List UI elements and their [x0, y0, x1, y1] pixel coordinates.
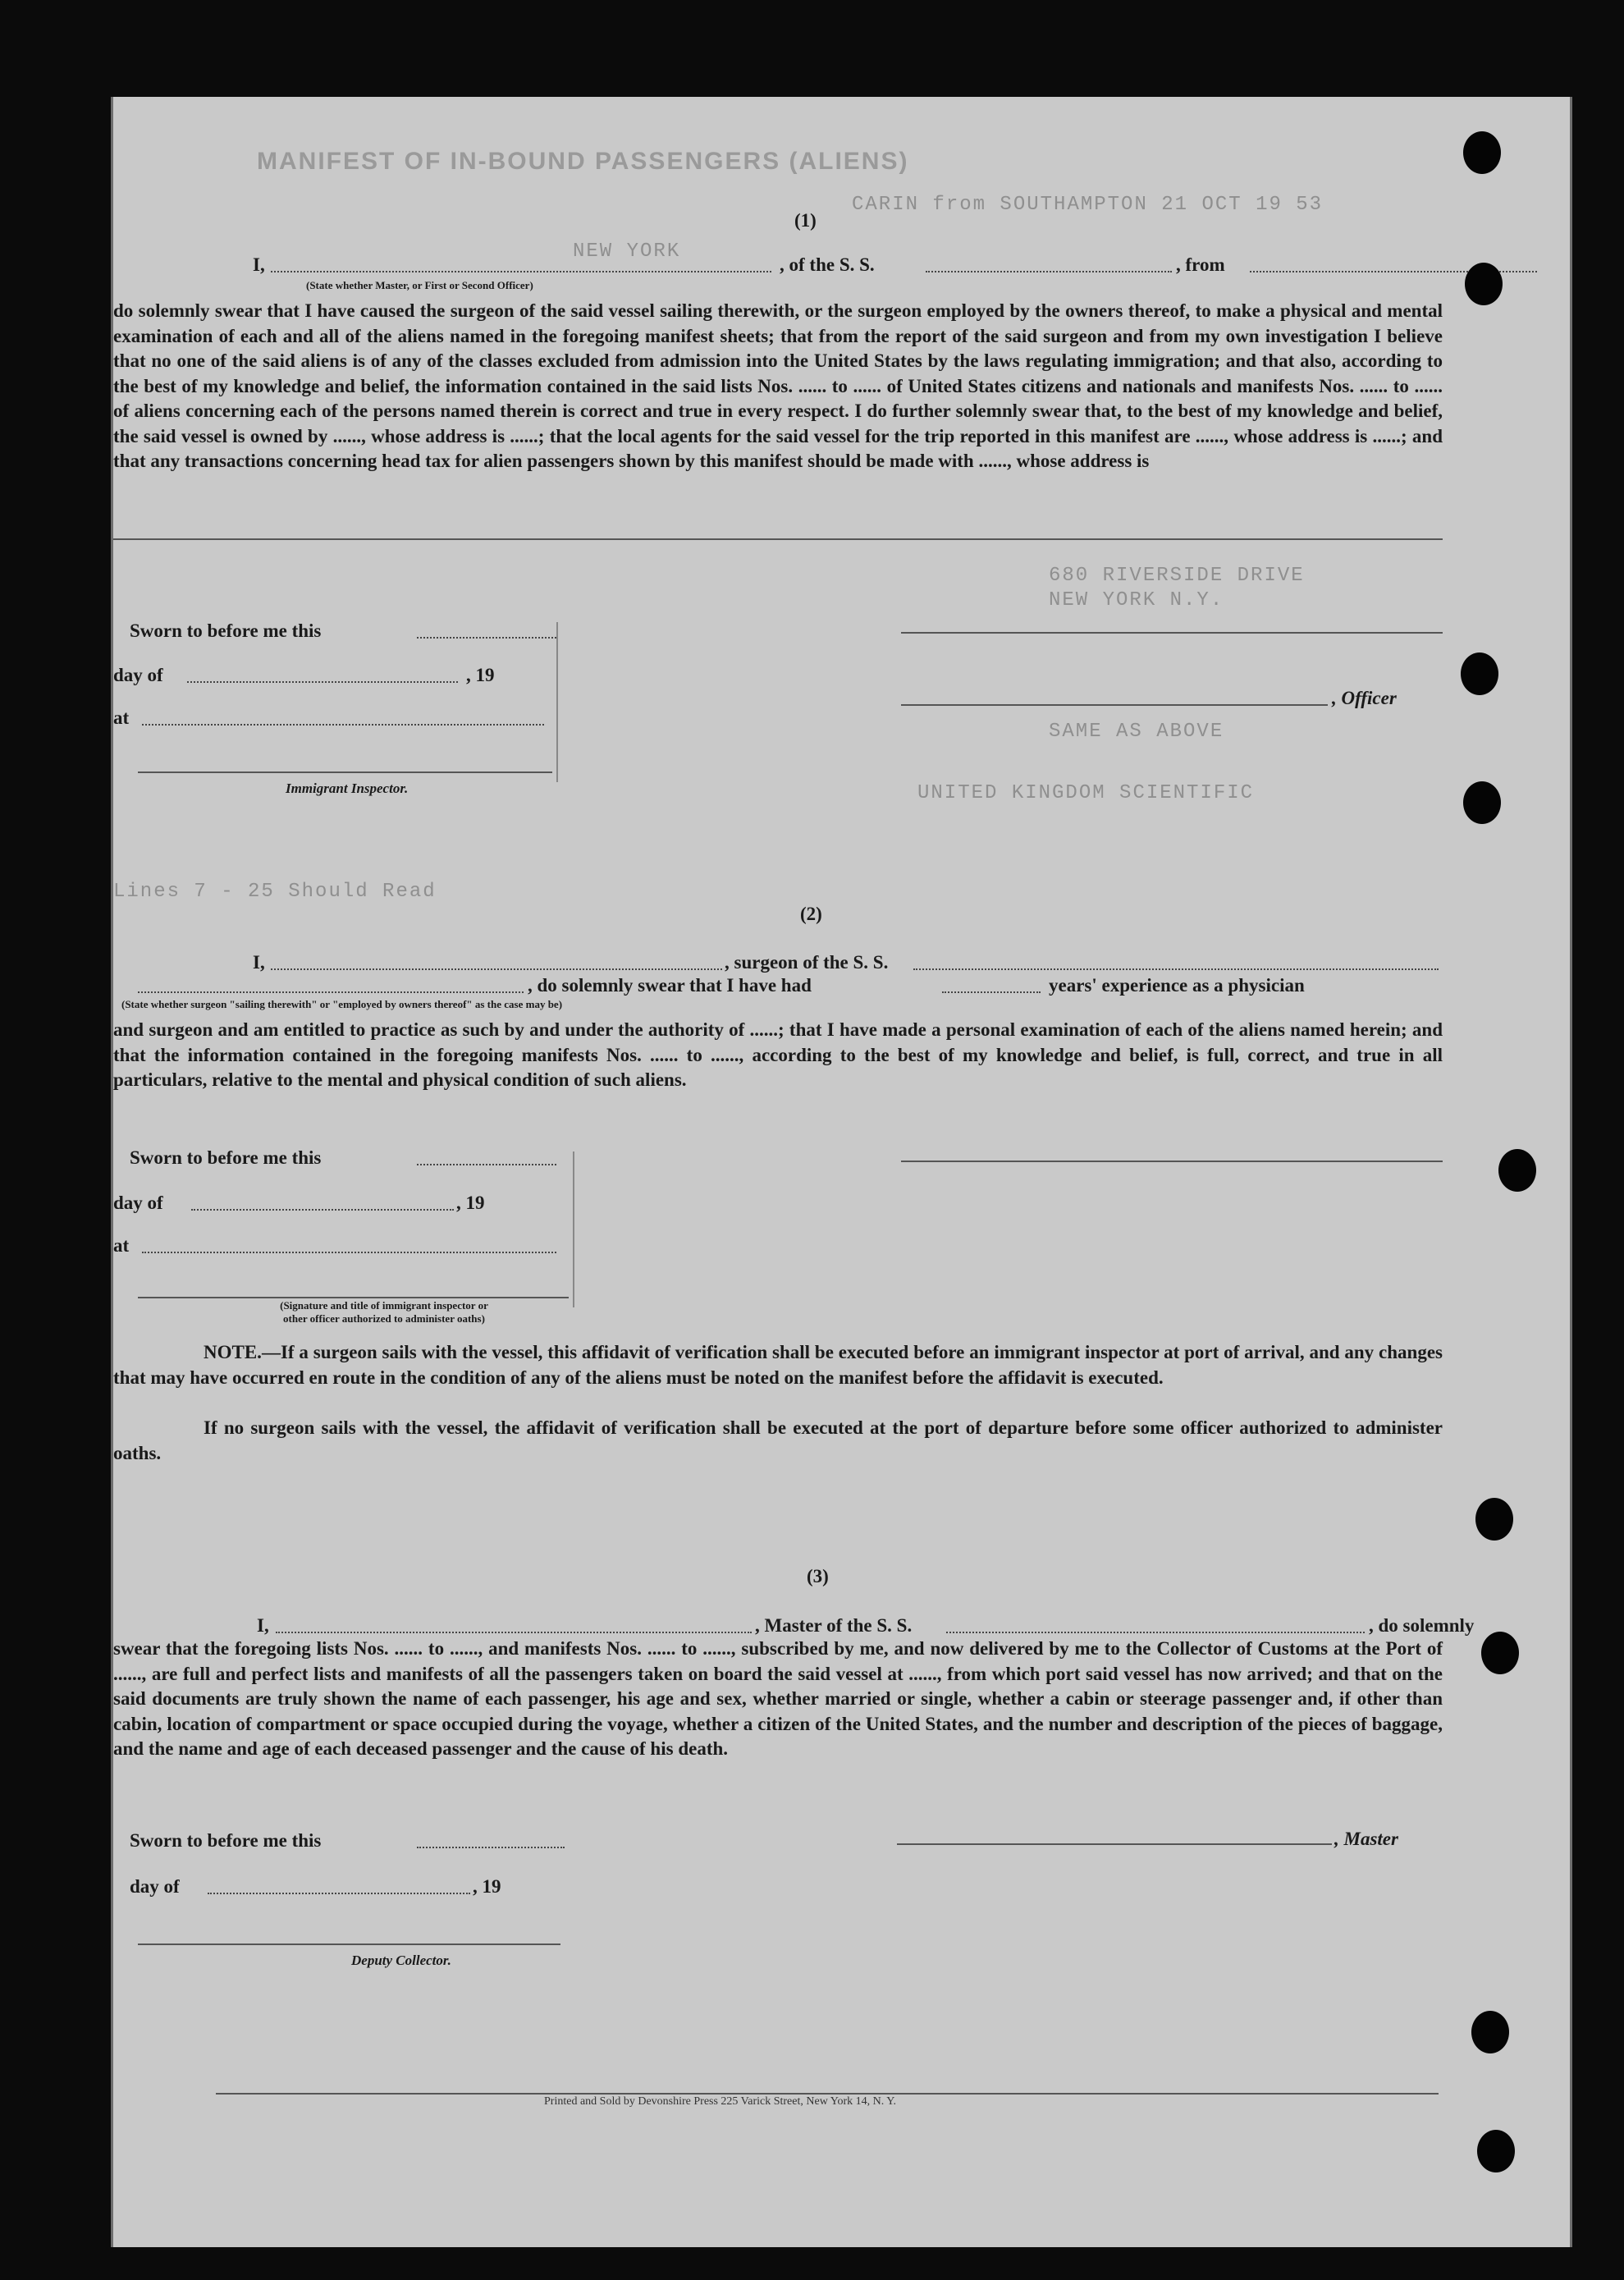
s2-sig-rule: [573, 1151, 574, 1307]
s2-at-blank: [142, 1252, 556, 1253]
s1-year: , 19: [466, 665, 495, 685]
s1-oath-text: do solemnly swear that I have caused the surgeon of the said vessel sailing therewith, or the surgeon employed by the owners thereof, to make a physical and mental examination of each and all of the aliens named in the foregoing manifest sheets; that from the report of the said surgeon and from my own investigation I believe that no one of the said aliens is of any of the classes excluded from admission into the United States by the laws regulating immigration; and that also, according to the best of my knowledge and belief, the information contained in the said lists Nos. ...... to ...... of United States citizens and nationals and manifests Nos. ...... to ...... of aliens concerning each of the persons named therein is correct and true in every respect. I do further solemnly swear that, to the best of my knowledge and belief, the said vessel is owned by ......, whose address is ......; that the local agents for the said vessel for the trip reported in this manifest are ......, whose address is ......; and that any transactions concerning head tax for alien passengers shown by this manifest should be made with ......, whose address is: [113, 300, 1443, 471]
binding-hole: [1463, 131, 1501, 174]
printer-line: Printed and Sold by Devonshire Press 225 Varick Street, New York 14, N. Y.: [544, 2095, 897, 2108]
s3-ship-blank: [946, 1632, 1365, 1633]
s1-address-line: [113, 538, 1443, 540]
s1-sworn: Sworn to before me this: [130, 620, 322, 641]
s1-sig-rule: [556, 622, 558, 782]
s2-right-line: [901, 1161, 1443, 1162]
s2-day-of: day of: [113, 1193, 163, 1213]
bleed-addr2: NEW YORK N.Y.: [1049, 589, 1224, 611]
s3-day-blank: [208, 1893, 470, 1894]
binding-hole: [1465, 263, 1503, 305]
s2-at: at: [113, 1235, 130, 1256]
s2-sworn-blank: [417, 1164, 556, 1165]
s1-ship-blank: [926, 271, 1172, 272]
s3-master-of: , Master of the S. S.: [755, 1615, 913, 1636]
s1-name-blank: [271, 271, 771, 272]
s1-role-note: (State whether Master, or First or Second Officer): [306, 279, 533, 291]
s3-sworn-blank: [417, 1847, 565, 1848]
manifest-back-sheet: [111, 97, 1572, 2247]
s3-collector-line: [138, 1943, 560, 1945]
bleed-line2: CARIN from SOUTHAMPTON 21 OCT 19 53: [852, 194, 1324, 216]
s2-note-1: [113, 1340, 1443, 1390]
s2-ship-blank: [913, 968, 1439, 970]
section2-heading: (2): [800, 904, 822, 924]
s1-at: at: [113, 707, 130, 728]
s3-year: , 19: [473, 1876, 501, 1897]
s1-sworn-blank: [417, 637, 556, 639]
s1-officer-line: [901, 704, 1328, 706]
binding-hole: [1481, 1632, 1519, 1674]
s2-i: I,: [253, 952, 265, 973]
s3-i: I,: [257, 1615, 269, 1636]
bleed-lines: Lines 7 - 25 Should Read: [113, 881, 437, 903]
s1-officer: , Officer: [1332, 688, 1397, 708]
s2-note-2: If no surgeon sails with the vessel, the affidavit of verification shall be executed at the port of departure before some officer authorized to administer oaths.: [113, 1417, 1443, 1463]
binding-hole: [1477, 2130, 1515, 2172]
s2-inspector-line: [138, 1297, 569, 1298]
bleed-line3: NEW YORK: [573, 240, 681, 263]
binding-hole: [1471, 2011, 1509, 2053]
s2-year: , 19: [456, 1193, 485, 1213]
s1-of-ss: , of the S. S.: [780, 254, 875, 275]
s1-day-of: day of: [113, 665, 163, 685]
bleed-title: MANIFEST OF IN-BOUND PASSENGERS (ALIENS): [257, 148, 909, 175]
bleed-addr1: 680 RIVERSIDE DRIVE: [1049, 565, 1305, 587]
s2-day-blank: [191, 1209, 454, 1211]
s3-do-solemnly: , do solemnly: [1369, 1615, 1475, 1636]
s1-inspector: Immigrant Inspector.: [286, 781, 409, 796]
s2-surgeon-of: , surgeon of the S. S.: [725, 952, 889, 973]
s2-oath-text: and surgeon and am entitled to practice as such by and under the authority of ......; that I have made a personal examination of each of the aliens named herein; and that the information contained in the foregoing manifests Nos. ...... to ......, according to the best of my knowledge and belief, is full, correct, and true in all particulars, relative to the mental and physical condition of such aliens.: [113, 1019, 1443, 1090]
s3-name-blank: [276, 1632, 752, 1633]
s1-right-line-1: [901, 632, 1443, 634]
s1-i: I,: [253, 254, 265, 275]
s2-years: years' experience as a physician: [1049, 975, 1305, 996]
binding-hole: [1475, 1498, 1513, 1541]
section3-heading: (3): [807, 1566, 829, 1586]
section1-heading: (1): [794, 210, 817, 231]
s2-years-blank: [942, 991, 1041, 993]
s3-collector: Deputy Collector.: [351, 1953, 451, 1968]
s3-sworn: Sworn to before me this: [130, 1830, 322, 1851]
binding-hole: [1498, 1149, 1536, 1192]
s2-swear: , do solemnly swear that I have had: [528, 975, 812, 996]
s3-day-of: day of: [130, 1876, 180, 1897]
s3-oath-text: swear that the foregoing lists Nos. ...... to ......, and manifests Nos. ...... to ......, subscribed by me, and now delivered by me to the Collector of Customs at the Port of ......, are full and perfect lists and manifests of all the passengers taken on board the said vessel at ......, from which port said vessel has now arrived; and that on the said documents are truly shown the name of each passenger, his age and sex, whether married or single, whether a cabin or steerage passenger and, if other than cabin, location of compartment or space occupied during the voyage, whether a citizen of the United States, and the number and description of the pieces of baggage, and the name and age of each deceased passenger and the cause of his death.: [113, 1638, 1443, 1759]
s1-inspector-line: [138, 771, 552, 773]
bleed-addr4: UNITED KINGDOM SCIENTIFIC: [917, 782, 1255, 804]
s2-sworn: Sworn to before me this: [130, 1147, 322, 1168]
s2-state-note: (State whether surgeon "sailing therewith" or "employed by owners thereof" as the case may be): [121, 998, 563, 1010]
s1-from: , from: [1176, 254, 1225, 275]
binding-hole: [1461, 652, 1498, 695]
s3-master-line: [897, 1843, 1332, 1845]
s1-day-blank: [187, 681, 458, 683]
binding-hole: [1463, 781, 1501, 824]
s2-note-body: —If a surgeon sails with the vessel, this affidavit of verification shall be executed before an immigrant inspector at port of arrival, and any changes that may have occurred en route in the condition of any of the aliens must be noted on the manifest before the affidavit is executed.: [113, 1342, 1443, 1388]
s2-name-blank: [271, 968, 722, 970]
footer-rule: [216, 2093, 1439, 2095]
s2-sig-note: (Signature and title of immigrant inspector or other officer authorized to administer oaths): [280, 1299, 488, 1325]
bleed-addr3: SAME AS ABOVE: [1049, 721, 1224, 743]
s3-master: , Master: [1334, 1829, 1398, 1849]
s1-at-blank: [142, 724, 544, 726]
s2-type-blank: [138, 991, 524, 993]
s2-note-label: NOTE.: [204, 1342, 262, 1362]
